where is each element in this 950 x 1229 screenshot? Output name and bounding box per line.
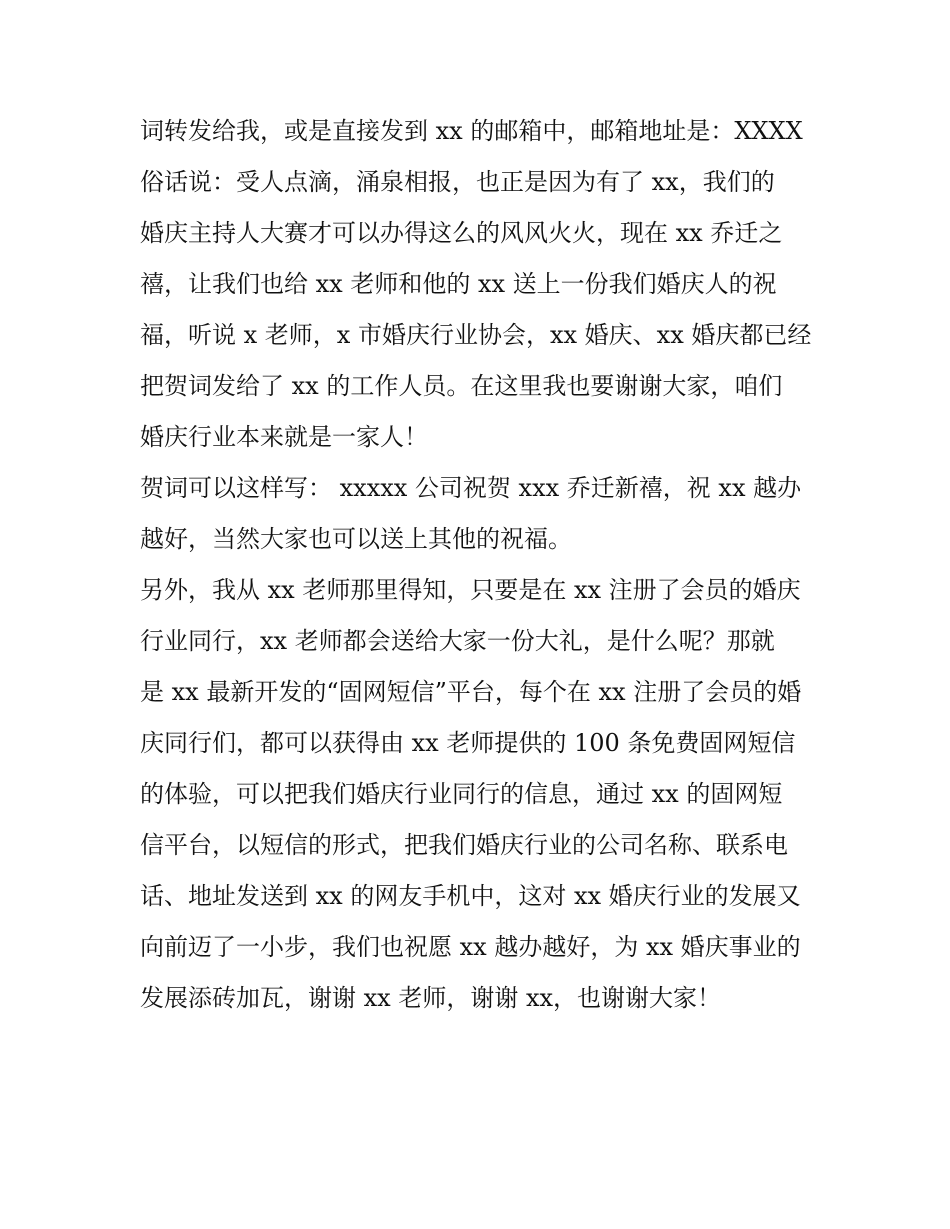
text-line: 婚庆行业本来就是一家人！ [140, 423, 428, 451]
text-line: 话、地址发送到 xx 的网友手机中，这对 xx 婚庆行业的发展又 [140, 882, 801, 910]
text-line: 把贺词发给了 xx 的工作人员。在这里我也要谢谢大家，咱们 [140, 372, 783, 400]
text-line: 越好，当然大家也可以送上其他的祝福。 [140, 525, 572, 553]
text-line: 是 xx 最新开发的“固网短信”平台，每个在 xx 注册了会员的婚 [140, 678, 802, 706]
text-line: 另外，我从 xx 老师那里得知，只要是在 xx 注册了会员的婚庆 [140, 576, 801, 604]
text-line: 贺词可以这样写： xxxxx 公司祝贺 xxx 乔迁新禧，祝 xx 越办 [140, 474, 802, 502]
text-line: 信平台，以短信的形式，把我们婚庆行业的公司名称、联系电 [140, 831, 788, 859]
text-line: 俗话说：受人点滴，涌泉相报，也正是因为有了 xx，我们的 [140, 168, 775, 196]
text-line: 庆同行们，都可以获得由 xx 老师提供的 100 条免费固网短信 [140, 729, 796, 757]
document-body [140, 112, 820, 1030]
text-line: 婚庆主持人大赛才可以办得这么的风风火火，现在 xx 乔迁之 [140, 219, 783, 247]
text-line: 发展添砖加瓦，谢谢 xx 老师，谢谢 xx，也谢谢大家！ [140, 984, 722, 1012]
text-line: 的体验，可以把我们婚庆行业同行的信息，通过 xx 的固网短 [140, 780, 783, 808]
text-line: 福，听说 x 老师，x 市婚庆行业协会，xx 婚庆、xx 婚庆都已经 [140, 321, 812, 349]
text-line: 词转发给我，或是直接发到 xx 的邮箱中，邮箱地址是：XXXX [140, 117, 803, 145]
text-line: 行业同行，xx 老师都会送给大家一份大礼，是什么呢？那就 [140, 627, 775, 655]
text-line: 禧，让我们也给 xx 老师和他的 xx 送上一份我们婚庆人的祝 [140, 270, 777, 298]
text-line: 向前迈了一小步，我们也祝愿 xx 越办越好，为 xx 婚庆事业的 [140, 933, 801, 961]
